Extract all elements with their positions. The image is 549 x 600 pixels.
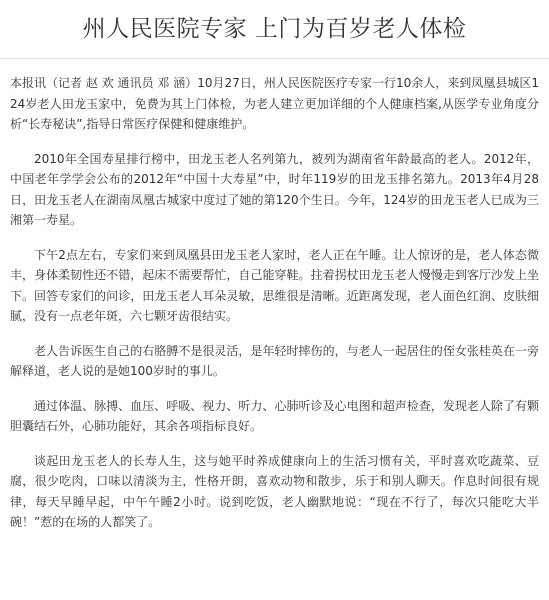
article-paragraph-4: 老人告诉医生自己的右胳膊不是很灵活，是年轻时摔伤的，与老人一起居住的侄女张桂英在一旁解释道，老人说的是她100岁时的事儿。 xyxy=(10,343,539,378)
article-paragraph-2: 2010年全国寿星排行榜中，田龙玉老人名列第九，被列为湖南省年龄最高的老人。2012年，中国老年学学会公布的2012年“中国十大寿星”中，时年119岁的田龙玉排名第九。2013年4月28日，田龙玉老人在湖南凤凰古城家中度过了她的第120个生日。今年，124岁的田龙玉老人已成为三湘第一寿星。 xyxy=(10,151,539,227)
article-title: 州人民医院专家 上门为百岁老人体检 xyxy=(82,16,467,42)
title-divider xyxy=(0,58,549,59)
article-paragraph-5: 通过体温、脉搏、血压、呼吸、视力、听力、心肺听诊及心电图和超声检查，发现老人除了有颗胆囊结石外，心肺功能好，其余各项指标良好。 xyxy=(10,398,539,433)
article-paragraph-6: 谈起田龙玉老人的长寿人生，这与她平时养成健康向上的生活习惯有关，平时喜欢吃蔬菜、豆腐，很少吃肉，口味以清淡为主，性格开朗，喜欢动物和散步，乐于和别人聊天。作息时间很有规律，每天早睡早起，中午午睡2小时。说到吃饭，老人幽默地说：“现在不行了，每次只能吃大半碗！”惹的在场的人都笑了。 xyxy=(10,453,539,529)
article-paragraph-1: 本报讯（记者 赵 欢 通讯员 邓 涵）10月27日，州人民医院医疗专家一行10余人，来到凤凰县城区124岁老人田龙玉家中，免费为其上门体检，为老人建立更加详细的个人健康档案,从医学专业角度分析“长寿秘诀”,指导日常医疗保健和健康维护。 xyxy=(10,76,539,131)
article-paragraph-3: 下午2点左右，专家们来到凤凰县田龙玉老人家时，老人正在午睡。让人惊讶的是，老人体态微丰，身体柔韧性还不错，起床不需要帮忙，自己能穿鞋。拄着拐杖田龙玉老人慢慢走到客厅沙发上坐下。回答专家们的问诊，田龙玉老人耳朵灵敏，思维很是清晰。近距离发现，老人面色红润、皮肤细腻，没有一点老年斑，六七颗牙齿很结实。 xyxy=(10,247,539,323)
